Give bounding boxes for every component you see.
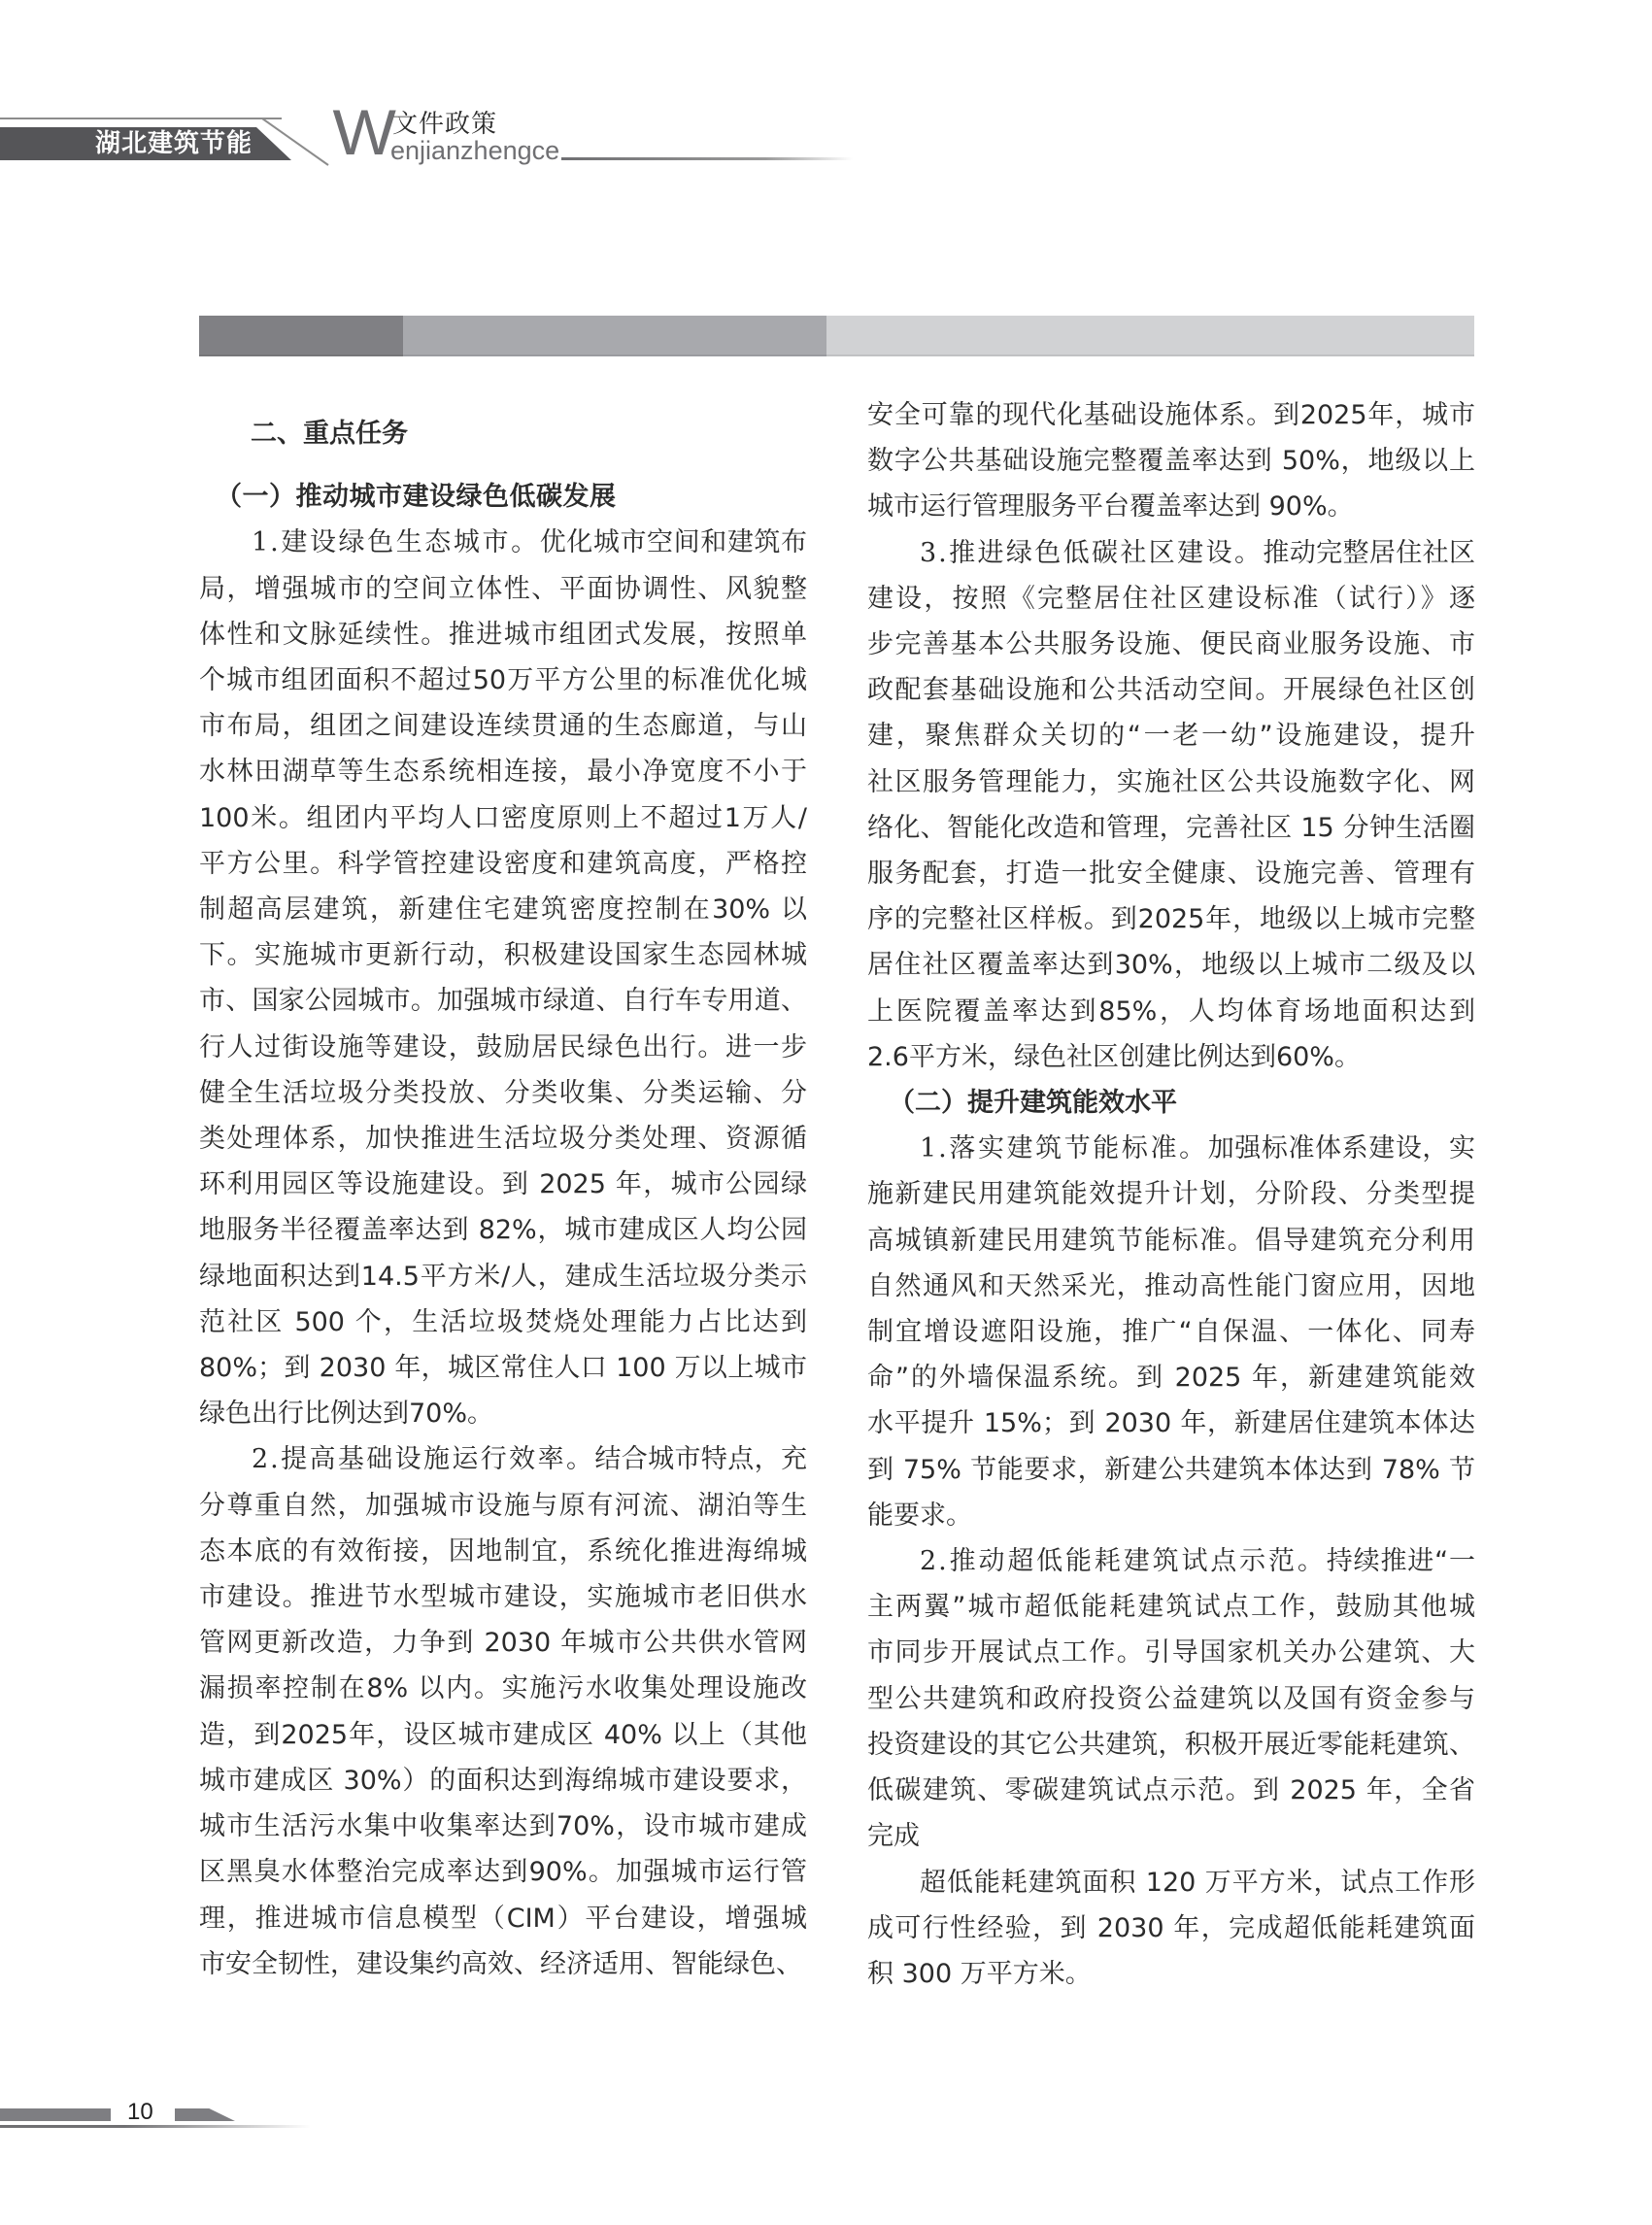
text-line [867,1630,1475,1675]
text-line-content: 政配套基础设施和公共活动空间。开展绿色社区创 [867,675,1475,706]
text-line [867,1951,1475,1997]
text-line-content: 体性和文脉延续性。推进城市组团式发展，按照单 [199,619,807,650]
text-line [867,989,1475,1034]
text-line [867,1768,1475,1813]
text-line-content: 市、国家公园城市。加强城市绿道、自行车专用道、 [199,986,807,1017]
text-line-content: 推动完整居住社区 [1263,537,1476,568]
text-line [867,1171,1475,1217]
paragraph-low-carbon-community [867,530,1475,1080]
text-line [867,392,1475,438]
bar-segment-dark [199,316,403,356]
paragraph-infrastructure-continued [867,392,1475,530]
text-line [867,1447,1475,1493]
bar-segment-mid [403,316,826,356]
text-line [199,1712,807,1758]
text-line [867,622,1475,667]
header-top-rule [0,118,282,119]
text-line-content: 结合城市特点，充 [594,1444,808,1475]
text-line [199,1345,807,1391]
text-line-content: 命”的外墙保温系统。到 2025 年，新建建筑能效 [867,1363,1475,1394]
text-line [867,1860,1475,1905]
text-line [199,1207,807,1253]
text-line [199,1025,807,1070]
text-line-content: 平方公里。科学管控建设密度和建筑高度，严格控 [199,848,807,879]
text-line-content: 水平提升 15%；到 2030 年，新建居住建筑本体达 [867,1408,1475,1439]
text-line [867,576,1475,622]
text-line [867,805,1475,851]
text-line-content: 水林田湖草等生态系统相连接，最小净宽度不小于 [199,757,807,788]
text-line [199,703,807,749]
text-line-content: 制超高层建筑，新建住宅建筑密度控制在30% 以 [199,894,807,926]
text-line [199,1849,807,1895]
paragraph-lead-title: 1.落实建筑节能标准。 [920,1133,1208,1164]
text-line [199,978,807,1024]
text-line-content: 到 75% 节能要求，新建公共建筑本体达到 78% 节 [867,1454,1475,1485]
section-title: 文件政策 [392,110,498,139]
text-line-content: 局，增强城市的空间立体性、平面协调性、风貌整 [199,573,807,604]
text-line-content: 理，推进城市信息模型（CIM）平台建设，增强城 [199,1903,807,1934]
text-line-content: 加强标准体系建设，实 [1207,1133,1476,1164]
text-line [867,1400,1475,1446]
text-line [867,1722,1475,1768]
text-line-content: 80%；到 2030 年，城区常住人口 100 万以上城市 [199,1353,807,1384]
text-line [867,1126,1475,1171]
text-line [199,1070,807,1116]
paragraph-green-eco-city [199,520,807,1436]
paragraph-lead-title: 2.提高基础设施运行效率。 [252,1444,595,1475]
text-line [199,1436,807,1482]
text-line-content: 范社区 500 个，生活垃圾焚烧处理能力占比达到 [199,1306,807,1337]
text-line-content: 型公共建筑和政府投资公益建筑以及国有资金参与 [867,1683,1475,1714]
text-line [867,438,1475,484]
text-line [199,1896,807,1941]
text-line [199,887,807,932]
text-line [867,1905,1475,1951]
text-line [199,795,807,841]
bar-segment-light [826,316,1474,356]
text-line [867,530,1475,576]
subsection-heading: （一）推动城市建设绿色低碳发展 [216,482,617,513]
text-line-content: 服务配套，打造一批安全健康、设施完善、管理有 [867,859,1475,890]
text-line-content: 居住社区覆盖率达到30%，地级以上城市二级及以 [867,950,1475,981]
text-line-content: 市安全韧性，建设集约高效、经济适用、智能绿色、 [199,1948,802,1979]
text-line-content: 高城镇新建民用建筑节能标准。倡导建筑充分利用 [867,1225,1475,1256]
text-line-content: 超低能耗建筑面积 120 万平方米，试点工作形 [920,1867,1475,1898]
text-line [199,1254,807,1299]
text-line-content: 造，到2025年，设区城市建成区 40% 以上（其他 [199,1719,807,1750]
decorative-section-bar [199,316,1474,356]
text-line-content: 管网更新改造，力争到 2030 年城市公共供水管网 [199,1628,807,1659]
text-line [867,484,1475,529]
text-line [199,657,807,703]
text-line-content: 健全生活垃圾分类投放、分类收集、分类运输、分 [199,1077,807,1108]
footer-bar-right [175,2108,235,2121]
paragraph-infrastructure-efficiency [199,1436,807,1986]
text-line-content: 下。实施城市更新行动，积极建设国家生态园林城 [199,940,807,971]
text-line [867,1309,1475,1355]
text-line-content: 城市生活污水集中收集率达到70%，设市城市建成 [199,1811,807,1842]
text-line [199,1758,807,1804]
text-line [199,1391,807,1436]
text-line [867,1538,1475,1584]
text-line [867,759,1475,805]
text-line-content: 市建设。推进节水型城市建设，实施城市老旧供水 [199,1582,807,1613]
text-line [867,1584,1475,1630]
text-line-content: 地服务半径覆盖率达到 82%，城市建成区人均公园 [199,1215,807,1246]
text-line [867,1813,1475,1859]
text-line [867,713,1475,759]
text-line-content: 完成 [867,1821,920,1852]
text-line [867,896,1475,942]
text-line-content: 主两翼”城市超低能耗建筑试点工作，鼓励其他城 [867,1592,1475,1623]
paragraph-lead-title: 2.推动超低能耗建筑试点示范。 [920,1546,1327,1577]
section-heading: 二、重点任务 [251,419,408,449]
text-line-content: 环利用园区等设施建设。到 2025 年，城市公园绿 [199,1169,807,1200]
text-line-content: 投资建设的其它公共建筑，积极开展近零能耗建筑、 [867,1729,1475,1760]
text-line [199,1162,807,1207]
text-line-content: 制宜增设遮阳设施，推广“自保温、一体化、同寿 [867,1317,1475,1348]
paragraph-ultra-low-energy-targets [867,1860,1475,1998]
text-line-content: 步完善基本公共服务设施、便民商业服务设施、市 [867,629,1475,660]
left-column [199,388,807,1987]
text-line [199,932,807,978]
text-line-content: 城市建成区 30%）的面积达到海绵城市建设要求， [199,1765,807,1796]
text-line [867,1218,1475,1264]
text-line-content: 安全可靠的现代化基础设施体系。到2025年，城市 [867,400,1475,430]
text-line [867,1264,1475,1309]
text-line-content: 建，聚焦群众关切的“一老一幼”设施建设，提升 [867,721,1475,752]
text-line-content: 100米。组团内平均人口密度原则上不超过1万人/ [199,802,807,833]
text-line-content: 建设，按照《完整居住社区建设标准（试行）》逐 [867,583,1475,614]
text-line-content: 绿地面积达到14.5平方米/人，建成生活垃圾分类示 [199,1261,807,1292]
text-line-content: 施新建民用建筑能效提升计划，分阶段、分类型提 [867,1179,1475,1210]
text-line-content: 上医院覆盖率达到85%，人均体育场地面积达到 [867,995,1475,1027]
text-line [867,667,1475,713]
paragraph-lead-title: 1.建设绿色生态城市。 [252,527,540,558]
text-line-content: 分尊重自然，加强城市设施与原有河流、湖泊等生 [199,1490,807,1521]
text-line-content: 络化、智能化改造和管理，完善社区 15 分钟生活圈 [867,812,1475,843]
text-line [199,1116,807,1162]
text-line-content: 漏损率控制在8% 以内。实施污水收集处理设施改 [199,1673,807,1704]
footer-bar-left [0,2108,111,2121]
text-line-content: 区黑臭水体整治完成率达到90%。加强城市运行管 [199,1857,807,1888]
paragraph-ultra-low-energy [867,1538,1475,1859]
text-line-content: 能要求。 [867,1500,972,1531]
text-line [199,1666,807,1711]
text-line [867,851,1475,896]
text-line [199,1529,807,1574]
text-line [199,520,807,565]
text-line-content: 序的完整社区样板。到2025年，地级以上城市完整 [867,904,1475,935]
text-line-content: 优化城市空间和建筑布 [539,527,808,558]
text-line [867,1493,1475,1538]
text-line [199,1620,807,1666]
magazine-title: 湖北建筑节能 [95,129,253,158]
text-line [199,1483,807,1529]
text-line [199,749,807,794]
text-line-content: 市同步开展试点工作。引导国家机关办公建筑、大 [867,1637,1475,1669]
text-line-content: 自然通风和天然采光，推动高性能门窗应用，因地 [867,1270,1475,1301]
text-line [199,841,807,887]
text-line-content: 社区服务管理能力，实施社区公共设施数字化、网 [867,766,1475,797]
text-line [199,612,807,657]
text-line [867,1676,1475,1722]
text-line-content: 成可行性经验，到 2030 年，完成超低能耗建筑面 [867,1912,1475,1943]
text-line-content: 态本底的有效衔接，因地制宜，系统化推进海绵城 [199,1535,807,1567]
page-number: 10 [127,2099,153,2125]
right-column [867,392,1475,1997]
text-line-content: 城市运行管理服务平台覆盖率达到 90%。 [867,491,1354,523]
text-line [199,1299,807,1345]
text-line [199,1574,807,1620]
text-line-content: 行人过街设施等建设，鼓励居民绿色出行。进一步 [199,1031,807,1062]
text-line [867,1034,1475,1080]
text-line-content: 类处理体系，加快推进生活垃圾分类处理、资源循 [199,1124,807,1155]
section-title-underline [561,157,853,160]
footer-rule [0,2125,311,2128]
text-line-content: 积 300 万平方米。 [867,1958,1092,1989]
text-line-content: 市布局，组团之间建设连续贯通的生态廊道，与山 [199,711,807,742]
text-line [867,1355,1475,1400]
text-line-content: 持续推进“一 [1326,1546,1475,1577]
paragraph-energy-standards [867,1126,1475,1538]
text-line-content: 数字公共基础设施完整覆盖率达到 50%，地级以上 [867,446,1475,477]
text-line [199,1804,807,1849]
text-line-content: 个城市组团面积不超过50万平方公里的标准优化城 [199,665,807,696]
section-initial-letter: W [332,96,396,168]
text-line-content: 低碳建筑、零碳建筑试点示范。到 2025 年，全省 [867,1775,1475,1806]
text-line [199,1941,807,1987]
text-line-content: 2.6平方米，绿色社区创建比例达到60%。 [867,1041,1361,1072]
section-title-pinyin: enjianzhengce [390,136,560,165]
subsection-heading: （二）提升建筑能效水平 [889,1088,1177,1119]
text-line [867,942,1475,988]
text-line [199,566,807,612]
paragraph-lead-title: 3.推进绿色低碳社区建设。 [920,537,1264,568]
text-line-content: 绿色出行比例达到70%。 [199,1399,494,1430]
